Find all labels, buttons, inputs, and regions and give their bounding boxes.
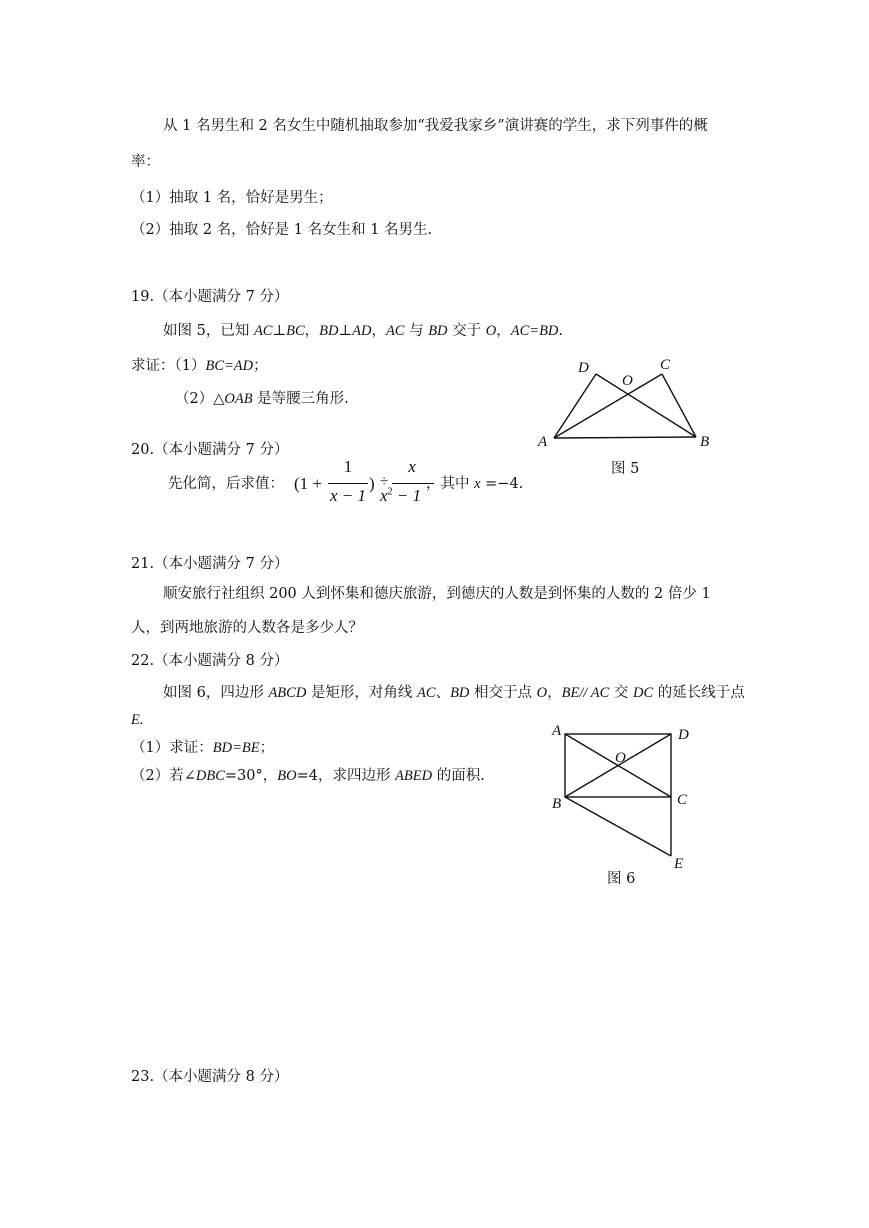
q22-part1: （1）求证：BD=BE； [131,740,275,756]
figure-5-caption: 图 5 [611,461,640,477]
label-D: D [578,360,589,376]
q20-suffix: ，其中 x =−4. [426,476,524,492]
q21-header: 21.（本小题满分 7 分） [131,556,289,572]
label-C: C [660,357,671,373]
q22-part2: （2）若∠DBC=30°，BO=4，求四边形 ABED 的面积. [131,768,485,784]
figure-6-rectangle [545,720,705,875]
segment-AB [554,437,696,438]
segment-AD [554,374,596,438]
label-A: A [552,723,562,739]
label-O: O [615,750,626,766]
label-O: O [622,373,633,389]
q-intro-line2: 率： [131,154,160,170]
q21-line2: 人，到两地旅游的人数各是多少人？ [131,620,363,636]
label-A: A [538,434,548,450]
figure-5-triangles [530,350,720,450]
q-intro-part2: （2）抽取 2 名，恰好是 1 名女生和 1 名男生. [131,222,433,238]
label-C: C [677,792,688,808]
q22-header: 22.（本小题满分 8 分） [131,653,289,669]
q22-statement: 如图 6，四边形 ABCD 是矩形，对角线 AC、BD 相交于点 O，BE// AC 交 DC 的延长线于点 [163,685,745,701]
q23-header: 23.（本小题满分 8 分） [131,1069,289,1085]
q19-prove-2: （2）△OAB 是等腰三角形. [175,391,349,407]
q19-statement: 如图 5，已知 AC⊥BC，BD⊥AD，AC 与 BD 交于 O，AC=BD. [163,323,564,339]
figure-6-caption: 图 6 [607,871,636,887]
q22-statement-end: E. [131,712,144,728]
label-B: B [552,796,562,812]
q21-line1: 顺安旅行社组织 200 人到怀集和德庆旅游，到德庆的人数是到怀集的人数的 2 倍少 1 [163,586,711,602]
label-B: B [700,434,710,450]
segment-BE [565,797,671,856]
q20-header: 20.（本小题满分 7 分） [131,442,289,458]
q-intro-part1: （1）抽取 1 名，恰好是男生； [131,190,333,206]
q19-header: 19.（本小题满分 7 分） [131,289,289,305]
q-intro-line1: 从 1 名男生和 2 名女生中随机抽取参加“我爱我家乡”演讲赛的学生，求下列事件的概 [163,118,708,134]
q20-expression: (1 + 1 x − 1 ) ÷ x $x^2 - 1$ [294,463,434,507]
segment-CB [662,374,696,437]
q20-prefix: 先化简，后求值： [168,476,284,492]
label-E: E [674,856,684,872]
q19-prove-1: 求证：（1）BC=AD； [131,358,268,374]
label-D: D [678,727,689,743]
